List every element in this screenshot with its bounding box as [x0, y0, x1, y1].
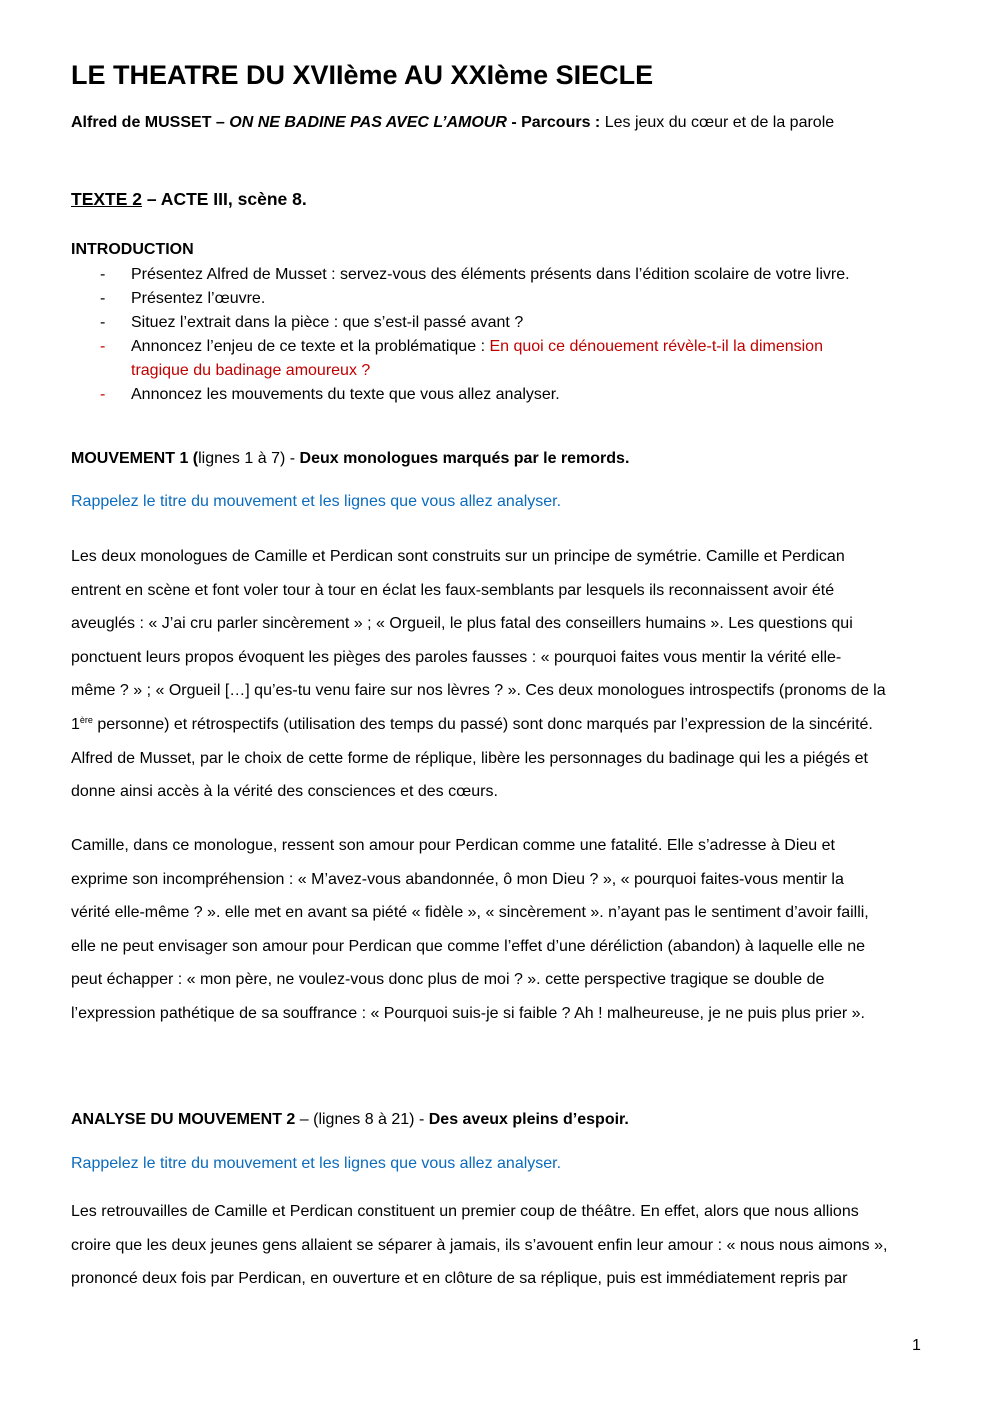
work-title: ON NE BADINE PAS AVEC L’AMOUR: [229, 114, 507, 131]
movement-2-reminder: Rappelez le titre du mouvement et les lignes que vous allez analyser.: [71, 1155, 562, 1172]
list-item: - Annoncez les mouvements du texte que vous allez analyser.: [100, 386, 560, 403]
page-number: 1: [912, 1337, 921, 1354]
problematique: En quoi ce dénouement révèle-t-il la dimension: [489, 338, 823, 355]
subtitle-separator: -: [506, 114, 522, 131]
movement-1-paragraph-2: Camille, dans ce monologue, ressent son amour pour Perdican comme une fatalité. Elle s’adresse à Dieu et exprime son incompréhension : « M’avez-vous abandonnée, ô mon Dieu ? », « pourquoi faites-vous mentir la vérité elle-même ? ». elle met en avant sa piété « fidèle », « sincèrement ». n’ayant pas le sentiment d’avoir failli, elle ne peut envisager son amour pour Perdican que comme l’effet d’une déréliction (abandon) à laquelle elle ne peut échapper : « mon père, ne voulez-vous donc plus de moi ? ». cette perspective tragique se double de l’expression pathétique de sa souffrance : « Pourquoi suis-je si faible ? Ah ! malheureuse, je ne puis plus prier ».: [71, 837, 869, 1022]
parcours-label: Parcours :: [521, 114, 601, 131]
list-item: - Présentez l’œuvre.: [100, 290, 266, 307]
movement-1-heading: MOUVEMENT 1 (lignes 1 à 7) - Deux monologues marqués par le remords.: [71, 450, 630, 467]
movement-2-heading: ANALYSE DU MOUVEMENT 2 – (lignes 8 à 21) - Des aveux pleins d’espoir.: [71, 1111, 629, 1128]
work-subtitle: [71, 114, 834, 132]
list-item: - Présentez Alfred de Musset : servez-vous des éléments présents dans l’édition scolaire de votre livre.: [100, 266, 850, 283]
text-heading: [71, 189, 307, 210]
introduction-list: [71, 263, 921, 407]
movement-1-paragraph-1: Les deux monologues de Camille et Perdican sont construits sur un principe de symétrie. Camille et Perdican entrent en scène et font voler tour à tour en éclat les faux-semblants par lesquels ils reconnaissent avoir été aveuglés : « J’ai cru parler sincèrement » ; « Orgueil, le plus fatal des conseillers humains ». Les questions qui ponctuent leurs propos évoquent les pièges des paroles fausses : « pourquoi faites vous mentir la vérité elle- même ? » ; « Orgueil […] qu’es-tu venu faire sur nos lèvres ? ». Ces deux monologues introspectifs (pronoms de la 1ère personne) et rétrospectifs (utilisation des temps du passé) sont donc marqués par l’expression de la sincérité. Alfred de Musset, par le choix de cette forme de réplique, libère les personnages du badinage qui les a piégés et donne ainsi accès à la vérité des consciences et des cœurs.: [71, 548, 886, 801]
introduction-heading: INTRODUCTION: [71, 241, 194, 258]
list-item: - Situez l’extrait dans la pièce : que s’est-il passé avant ?: [100, 314, 524, 331]
list-item: - Annoncez l’enjeu de ce texte et la problématique : En quoi ce dénouement révèle-t-il la dimension tragique du badinage amoureux ?: [100, 338, 823, 379]
movement-2-paragraph-1: Les retrouvailles de Camille et Perdican constituent un premier coup de théâtre. En effet, alors que nous allions croire que les deux jeunes gens allaient se séparer à jamais, ils s’avouent enfin leur amour : « nous nous aimons », prononcé deux fois par Perdican, en ouverture et en clôture de sa réplique, puis est immédiatement repris par: [71, 1203, 888, 1288]
text-label: TEXTE 2: [71, 189, 142, 209]
page-title: LE THEATRE DU XVIIème AU XXIème SIECLE: [71, 60, 654, 90]
parcours-text: Les jeux du cœur et de la parole: [600, 114, 835, 131]
author-name: Alfred de MUSSET –: [71, 114, 230, 131]
text-scene: – ACTE III, scène 8.: [142, 189, 307, 209]
movement-1-reminder: Rappelez le titre du mouvement et les lignes que vous allez analyser.: [71, 493, 562, 510]
problematique-cont: tragique du badinage amoureux ?: [131, 362, 371, 379]
